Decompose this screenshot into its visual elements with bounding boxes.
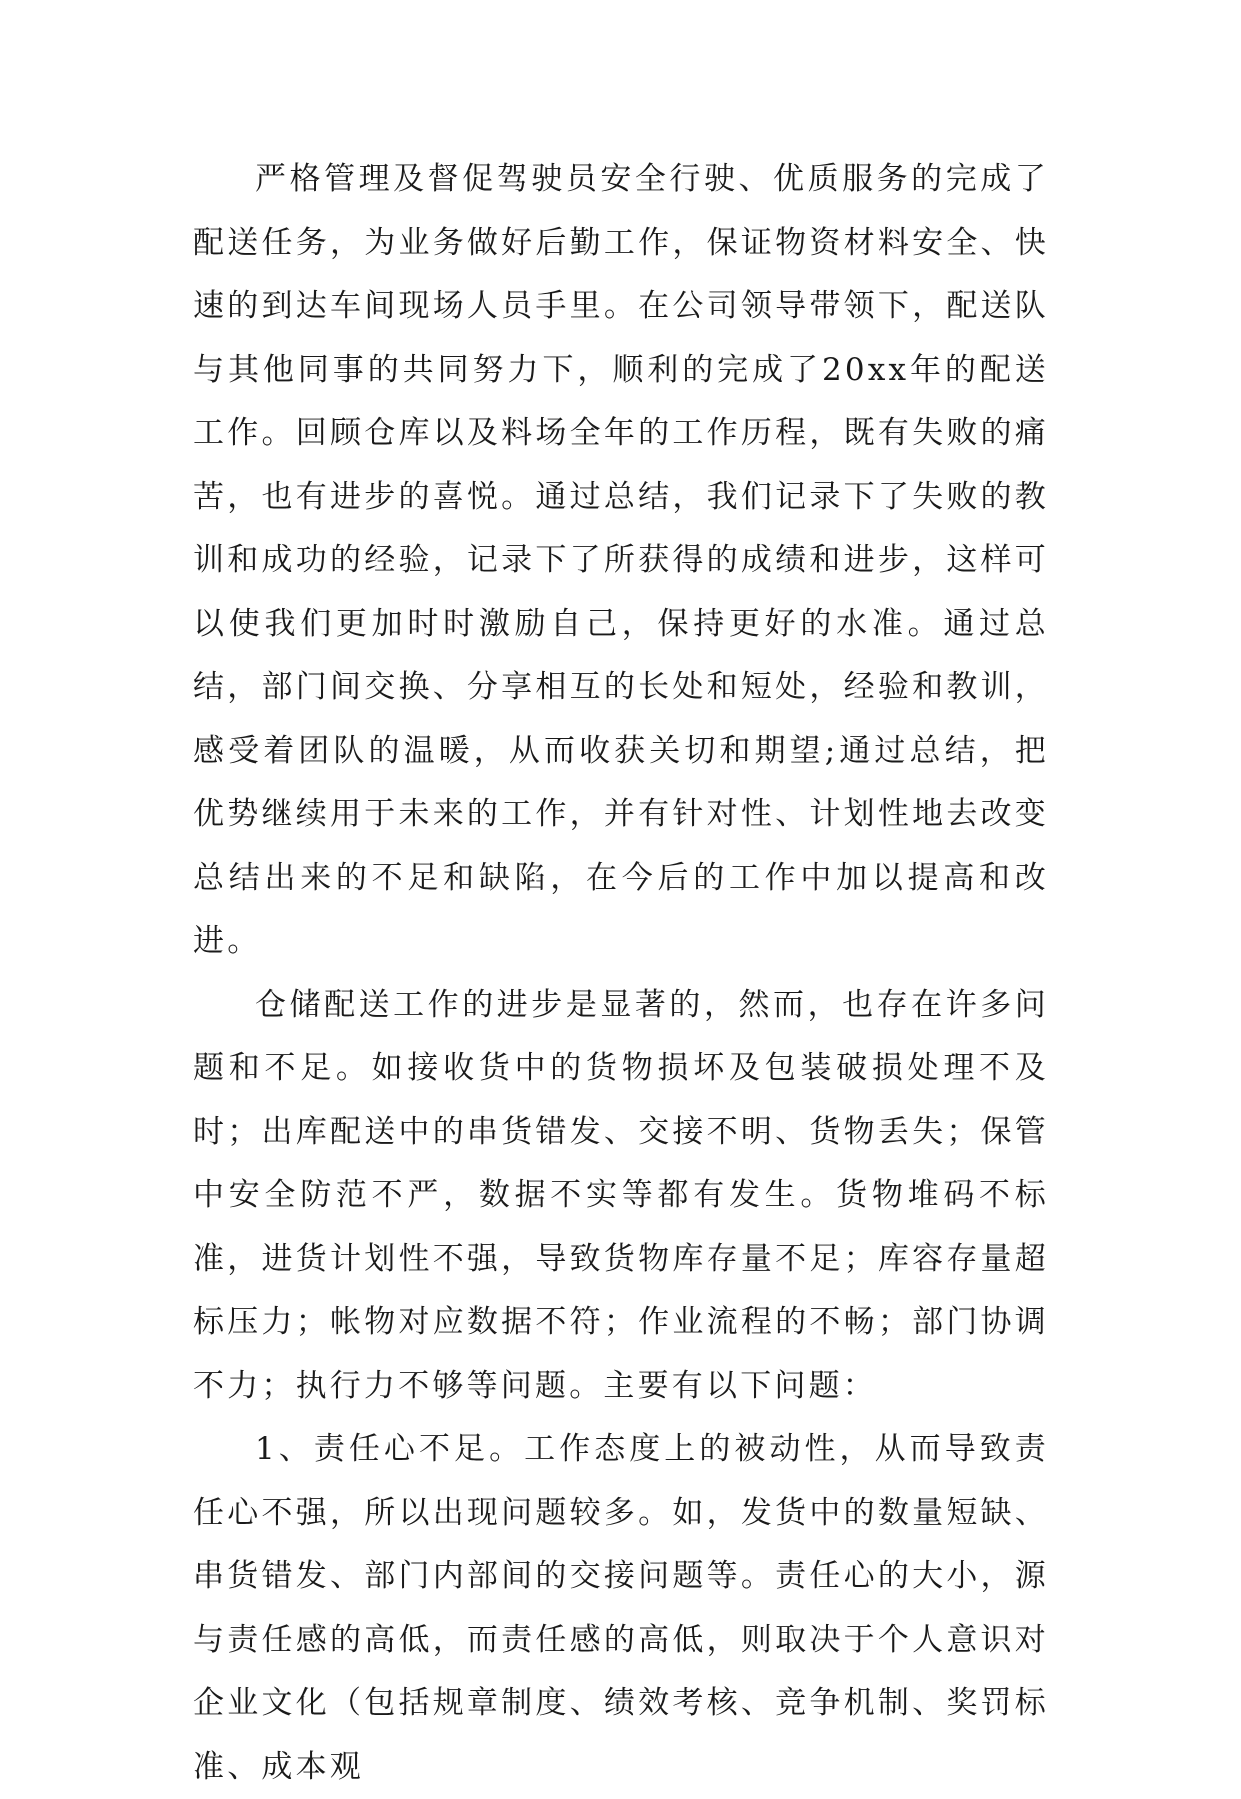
paragraph-summary: 严格管理及督促驾驶员安全行驶、优质服务的完成了配送任务，为业务做好后勤工作，保证物资材料安全、快速的到达车间现场人员手里。在公司领导带领下，配送队与其他同事的共同努力下，顺利的完成了20xx年的配送工作。回顾仓库以及料场全年的工作历程，既有失败的痛苦，也有进步的喜悦。通过总结，我们记录下了失败的教训和成功的经验，记录下了所获得的成绩和进步，这样可以使我们更加时时激励自己，保持更好的水准。通过总结，部门间交换、分享相互的长处和短处，经验和教训，感受着团队的温暖，从而收获关切和期望;通过总结，把优势继续用于未来的工作，并有针对性、计划性地去改变总结出来的不足和缺陷，在今后的工作中加以提高和改进。 [193, 161, 1049, 959]
paragraph-problems: 仓储配送工作的进步是显著的，然而，也存在许多问题和不足。如接收货中的货物损坏及包装破损处理不及时；出库配送中的串货错发、交接不明、货物丢失；保管中安全防范不严，数据不实等都有发生。货物堆码不标准，进货计划性不强，导致货物库存量不足；库容存量超标压力；帐物对应数据不符；作业流程的不畅；部门协调不力；执行力不够等问题。主要有以下问题： [193, 986, 1049, 1404]
paragraph-item-1: 1、责任心不足。工作态度上的被动性，从而导致责任心不强，所以出现问题较多。如，发货中的数量短缺、串货错发、部门内部间的交接问题等。责任心的大小，源与责任感的高低，而责任感的高低，则取决于个人意识对企业文化（包括规章制度、绩效考核、竞争机制、奖罚标准、成本观 [193, 1431, 1049, 1785]
document-body [193, 148, 1049, 1799]
